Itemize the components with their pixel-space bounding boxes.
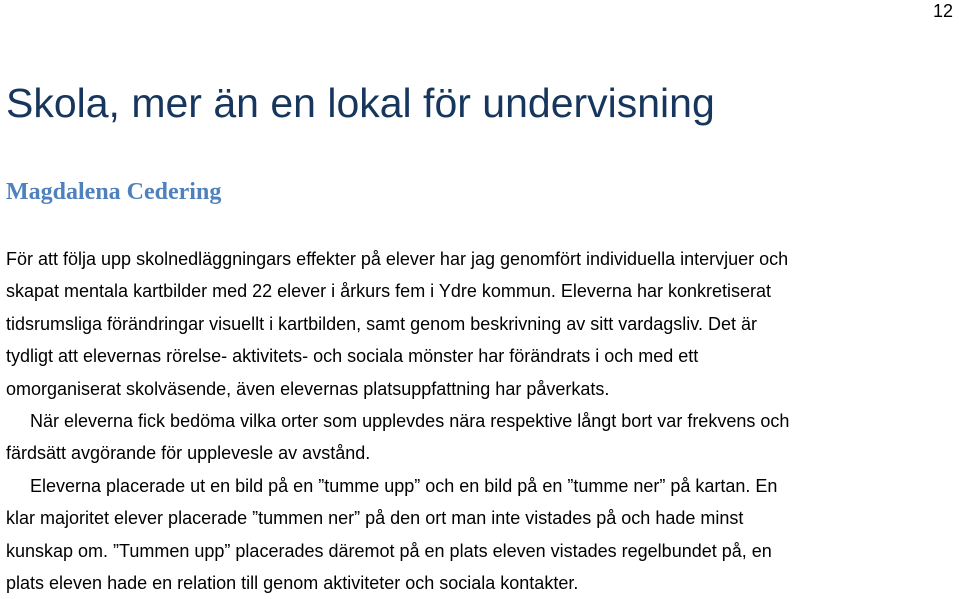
author-name: Magdalena Cedering [6, 179, 222, 205]
text-line: Eleverna placerade ut en bild på en ”tumme upp” och en bild på en ”tumme ner” på kartan. En [30, 475, 778, 496]
page-title: Skola, mer än en lokal för undervisning [6, 80, 715, 126]
text-line: För att följa upp skolnedläggningars effekter på elever har jag genomfört individuella intervjuer och [6, 249, 789, 269]
text-line: skapat mentala kartbilder med 22 elever i årkurs fem i Ydre kommun. Eleverna har konkretiserat [6, 281, 772, 302]
page-number: 12 [932, 1, 953, 21]
text-line: tydligt att elevernas rörelse- aktivitets- och sociala mönster har förändrats i och med ett [6, 346, 699, 367]
text-line: plats eleven hade en relation till genom aktiviteter och sociala kontakter. [6, 572, 579, 593]
text-line: tidsrumsliga förändringar visuellt i kartbilden, samt genom beskrivning av sitt vardagsliv. Det är [6, 313, 757, 334]
body-text [6, 243, 956, 599]
text-line: klar majoritet elever placerade ”tummen ner” på den ort man inte vistades på och hade minst [6, 508, 744, 529]
text-line: omorganiserat skolväsende, även elevernas platsuppfattning har påverkats. [6, 378, 610, 399]
text-line: färdsätt avgörande för upplevesle av avstånd. [6, 443, 371, 464]
text-line: kunskap om. ”Tummen upp” placerades däremot på en plats eleven vistades regelbundet på, en [6, 540, 772, 561]
text-line: När eleverna fick bedöma vilka orter som upplevdes nära respektive långt bort var frekvens och [30, 410, 790, 431]
